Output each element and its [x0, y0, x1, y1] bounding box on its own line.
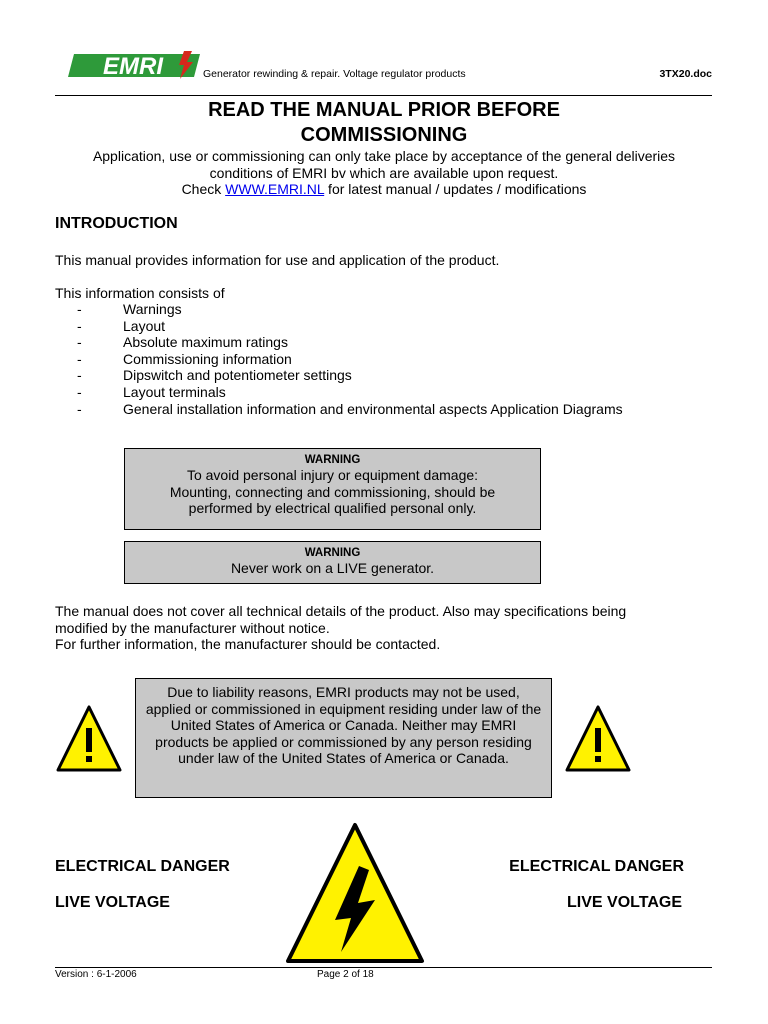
liability-text: Due to liability reasons, EMRI products may not be used, applied or commissioned in equipment residing under law of the United States of America or Canada. Neither may EMRI products be applied or commissioned by any person residing under law of the United States of America or Canada. [145, 684, 542, 766]
list-item: - Layout [77, 317, 166, 334]
liability-notice [135, 678, 552, 798]
warning-label: WARNING [304, 547, 361, 559]
page-number: Page 2 of 18 [317, 969, 374, 980]
warning-text: performed by electrical qualified personal only. [188, 500, 477, 516]
header-divider [55, 95, 712, 96]
warning-text: Mounting, connecting and commissioning, should be [169, 483, 496, 500]
disclaimer-line-3: For further information, the manufacturer should be contacted. [55, 636, 441, 652]
subtitle-line-2: conditions of EMRI bv which are available upon request. [209, 164, 559, 181]
list-item: - Warnings [77, 301, 182, 317]
version-text: Version : 6-1-2006 [55, 969, 137, 980]
warning-box-injury [124, 448, 541, 530]
caution-icon [55, 704, 123, 772]
logo-text: EMRI [103, 53, 163, 80]
subtitle-line-3 [0, 181, 768, 198]
caution-icon [564, 704, 632, 772]
warning-box-live-generator [124, 541, 541, 584]
disclaimer-line-2: modified by the manufacturer without notice. [55, 619, 330, 636]
emri-logo [66, 50, 202, 80]
title-line-2: COMMISSIONING [300, 124, 468, 146]
introduction-paragraph: This manual provides information for use and application of the product. [55, 252, 500, 268]
page-title [0, 98, 768, 148]
warning-text: To avoid personal injury or equipment damage: [186, 467, 479, 483]
live-voltage-left: LIVE VOLTAGE [55, 894, 170, 911]
information-list [55, 301, 623, 417]
emri-website-link[interactable]: WWW.EMRI.NL [225, 181, 325, 197]
check-suffix: for latest manual / updates / modifications [324, 181, 587, 197]
header-tagline: Generator rewinding & repair. Voltage regulator products [203, 68, 466, 80]
list-item: - General installation information and environmental aspects Application Diagrams [77, 400, 623, 417]
electrical-danger-right: ELECTRICAL DANGER [509, 858, 684, 875]
list-item: - Layout terminals [77, 383, 226, 400]
subtitle-line-1: Application, use or commissioning can only take place by acceptance of the general deliveries [92, 148, 676, 164]
warning-text: Never work on a LIVE generator. [230, 560, 435, 576]
disclaimer-line-1: The manual does not cover all technical details of the product. Also may specifications being [55, 603, 627, 619]
list-item: - Absolute maximum ratings [77, 334, 288, 351]
live-voltage-right: LIVE VOLTAGE [567, 894, 682, 911]
check-prefix: Check [181, 181, 226, 197]
list-item: - Commissioning information [77, 350, 292, 367]
subtitle [0, 148, 768, 198]
footer-divider [55, 967, 712, 968]
introduction-heading: INTRODUCTION [55, 215, 178, 232]
list-item: - Dipswitch and potentiometer settings [77, 367, 352, 384]
electrical-danger-left: ELECTRICAL DANGER [55, 858, 230, 875]
title-line-1: READ THE MANUAL PRIOR BEFORE [208, 99, 560, 121]
warning-label: WARNING [304, 454, 361, 466]
high-voltage-icon [285, 822, 425, 964]
document-name: 3TX20.doc [659, 68, 712, 80]
information-intro: This information consists of [55, 285, 225, 301]
disclaimer [55, 603, 715, 653]
